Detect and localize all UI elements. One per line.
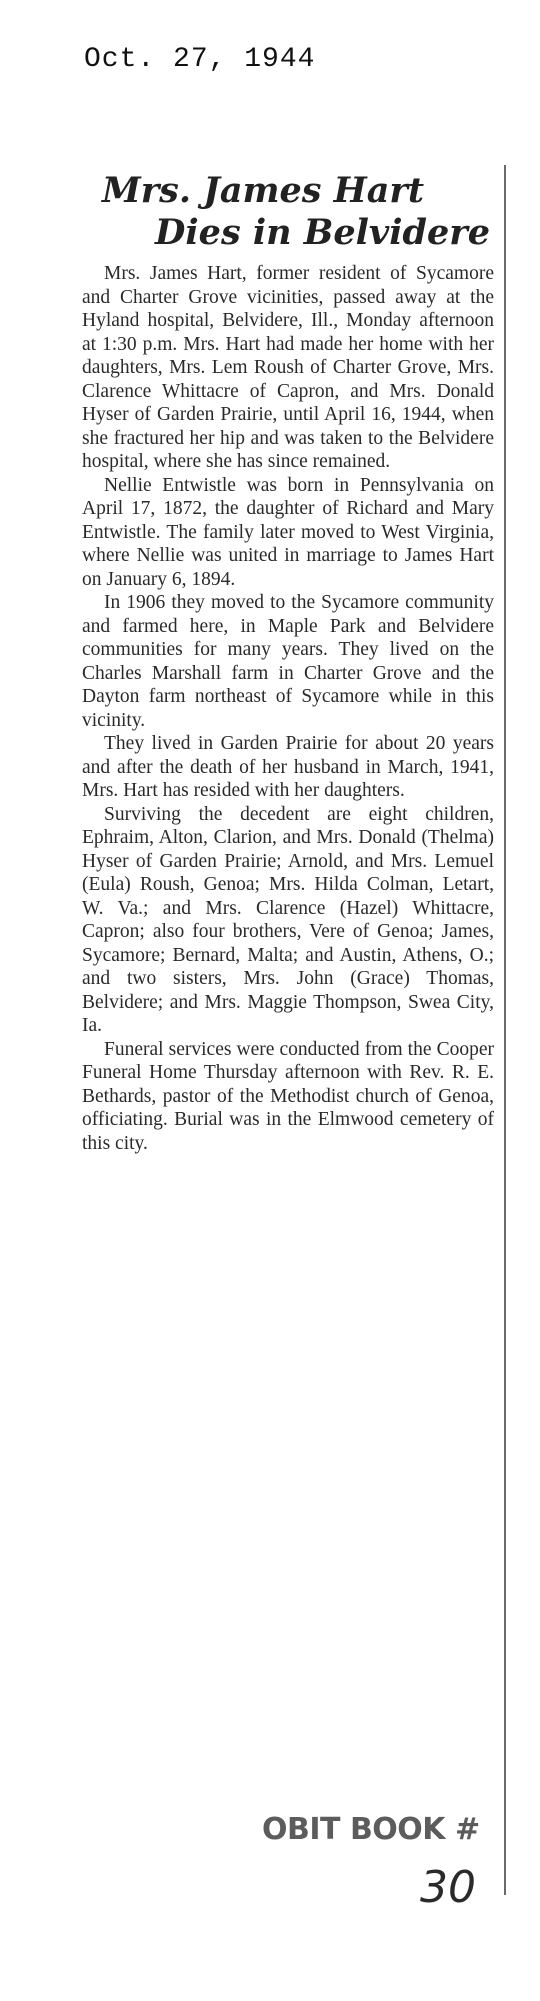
article-paragraph: They lived in Garden Prairie for about 20 years and after the death of her husband in March, 1941, Mrs. Hart has resided with her daughters. <box>82 733 494 801</box>
column-rule <box>504 165 506 1895</box>
article-paragraph: Funeral services were conducted from the Cooper Funeral Home Thursday afternoon with Rev. R. E. Bethards, pastor of the Methodist church of Genoa, officiating. Burial was in the Elmwood cemetery of this city. <box>82 1038 494 1154</box>
newspaper-clipping <box>82 170 494 1155</box>
article-body <box>82 262 494 1155</box>
obit-book-stamp: OBIT BOOK # <box>262 1812 480 1847</box>
article-paragraph: Nellie Entwistle was born in Pennsylvania on April 17, 1872, the daughter of Richard and Mary Entwistle. The family later moved to West Virginia, where Nellie was united in marriage to James Hart on January 6, 1894. <box>82 474 494 590</box>
headline-line-1: Mrs. James Hart <box>102 170 425 211</box>
article-paragraph: In 1906 they moved to the Sycamore community and farmed here, in Maple Park and Belvidere communities for many years. They lived on the Charles Marshall farm in Charter Grove and the Dayton farm northeast of Sycamore while in this vicinity. <box>82 592 494 731</box>
article-paragraph: Mrs. James Hart, former resident of Sycamore and Charter Grove vicinities, passed away at the Hyland hospital, Belvidere, Ill., Monday afternoon at 1:30 p.m. Mrs. Hart had made her home with her daughters, Mrs. Lem Roush of Charter Grove, Mrs. Clarence Whittacre of Capron, and Mrs. Donald Hyser of Garden Prairie, until April 16, 1944, when she fractured her hip and was taken to the Belvidere hospital, where she has since remained. <box>82 263 494 472</box>
headline-line-2: Dies in Belvidere <box>155 212 490 253</box>
headline <box>82 170 494 254</box>
clipping-date: Oct. 27, 1944 <box>84 44 316 75</box>
obit-book-number: 30 <box>420 1862 476 1913</box>
article-paragraph: Surviving the decedent are eight children, Ephraim, Alton, Clarion, and Mrs. Donald (Thelma) Hyser of Garden Prairie; Arnold, and Mrs. Lemuel (Eula) Roush, Genoa; Mrs. Hilda Colman, Letart, W. Va.; and Mrs. Clarence (Hazel) Whittacre, Capron; also four brothers, Vere of Genoa; James, Sycamore; Bernard, Malta; and Austin, Athens, O.; and two sisters, Mrs. John (Grace) Thomas, Belvidere; and Mrs. Maggie Thompson, Swea City, Ia. <box>82 803 494 1036</box>
